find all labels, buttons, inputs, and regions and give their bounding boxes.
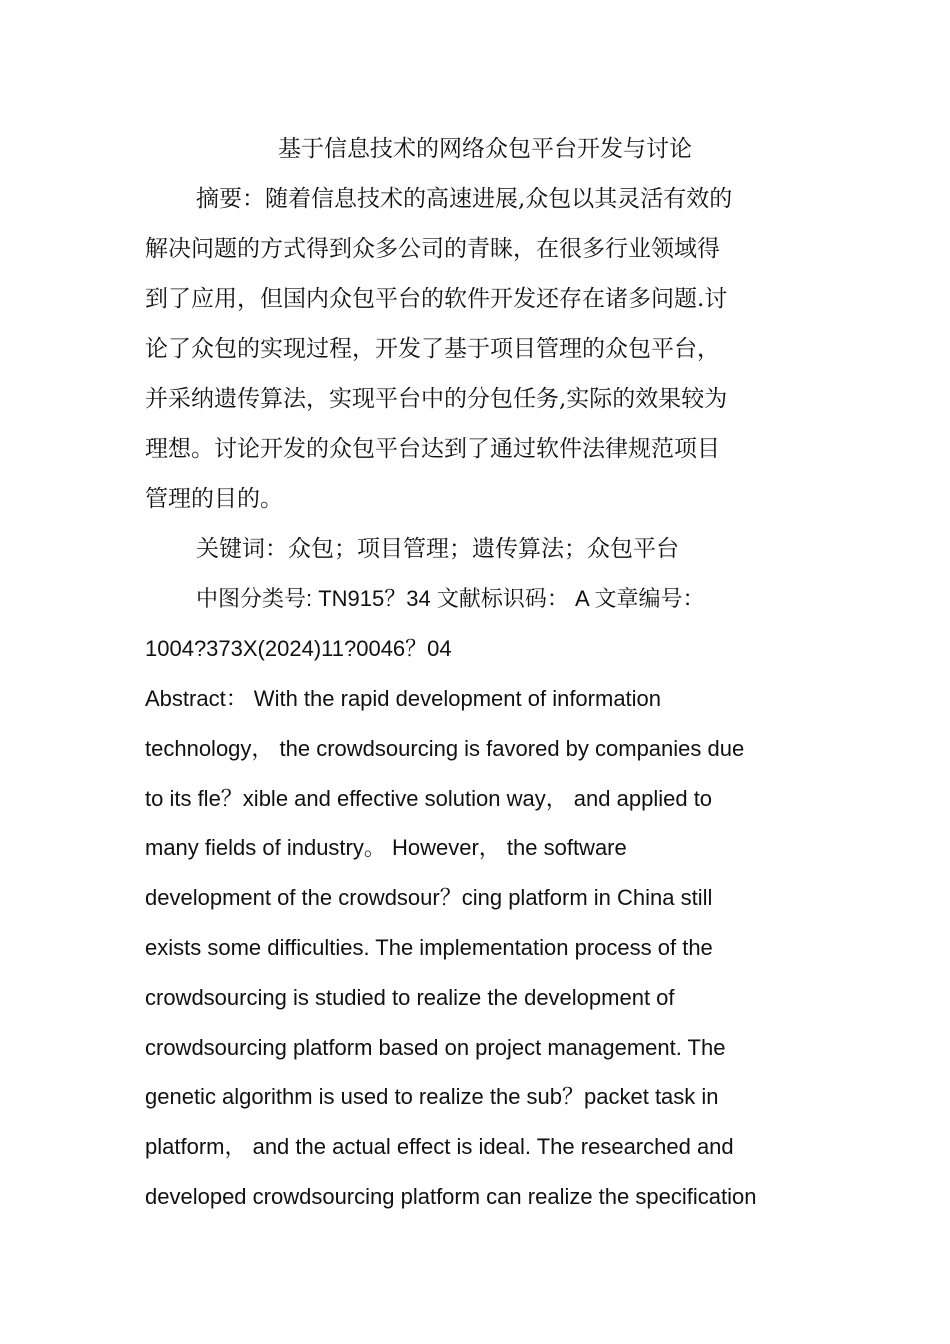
abstract-en-line: to its fle？xible and effective solution way， and applied to: [145, 785, 713, 811]
abstract-en-line: platform， and the actual effect is ideal. The researched and: [145, 1134, 734, 1160]
abstract-en-line: many fields of industry。 However， the software: [145, 835, 627, 861]
abstract-en-line: exists some difficulties. The implementation process of the: [145, 934, 713, 960]
abstract-en-line: crowdsourcing platform based on project management. The: [145, 1034, 726, 1060]
keywords-line: 关键词：众包；项目管理；遗传算法；众包平台: [196, 536, 679, 562]
abstract-english: [145, 674, 805, 1222]
abstract-cn-line: 到了应用，但国内众包平台的软件开发还存在诸多问题.讨: [145, 286, 728, 312]
abstract-cn-line: 理想。讨论开发的众包平台达到了通过软件法律规范项目: [145, 436, 720, 462]
abstract-cn-line: 解决问题的方式得到众多公司的青睐，在很多行业领域得: [145, 236, 720, 262]
article-number-line: 1004?373X(2024)11?0046？04: [145, 636, 452, 661]
abstract-en-line: technology， the crowdsourcing is favored by companies due: [145, 735, 745, 761]
classification-line: 中图分类号: TN915？34 文献标识码： A 文章编号：: [196, 586, 705, 611]
abstract-en-line: Abstract： With the rapid development of information: [145, 686, 662, 711]
abstract-cn-line: 并采纳遗传算法，实现平台中的分包任务,实际的效果较为: [145, 386, 728, 412]
abstract-en-line: crowdsourcing is studied to realize the development of: [145, 984, 675, 1010]
abstract-cn-line: 论了众包的实现过程，开发了基于项目管理的众包平台，: [145, 336, 720, 362]
abstract-cn-line: 管理的目的。: [145, 486, 283, 512]
document-body: [145, 124, 805, 1222]
abstract-chinese: [145, 174, 805, 524]
document-title: 基于信息技术的网络众包平台开发与讨论: [278, 136, 692, 162]
abstract-cn-line: 摘要：随着信息技术的高速进展,众包以其灵活有效的: [196, 186, 733, 212]
abstract-en-line: development of the crowdsour？cing platform in China still: [145, 885, 713, 911]
abstract-en-line: developed crowdsourcing platform can realize the specification: [145, 1183, 757, 1209]
abstract-en-line: genetic algorithm is used to realize the sub？packet task in: [145, 1084, 719, 1110]
